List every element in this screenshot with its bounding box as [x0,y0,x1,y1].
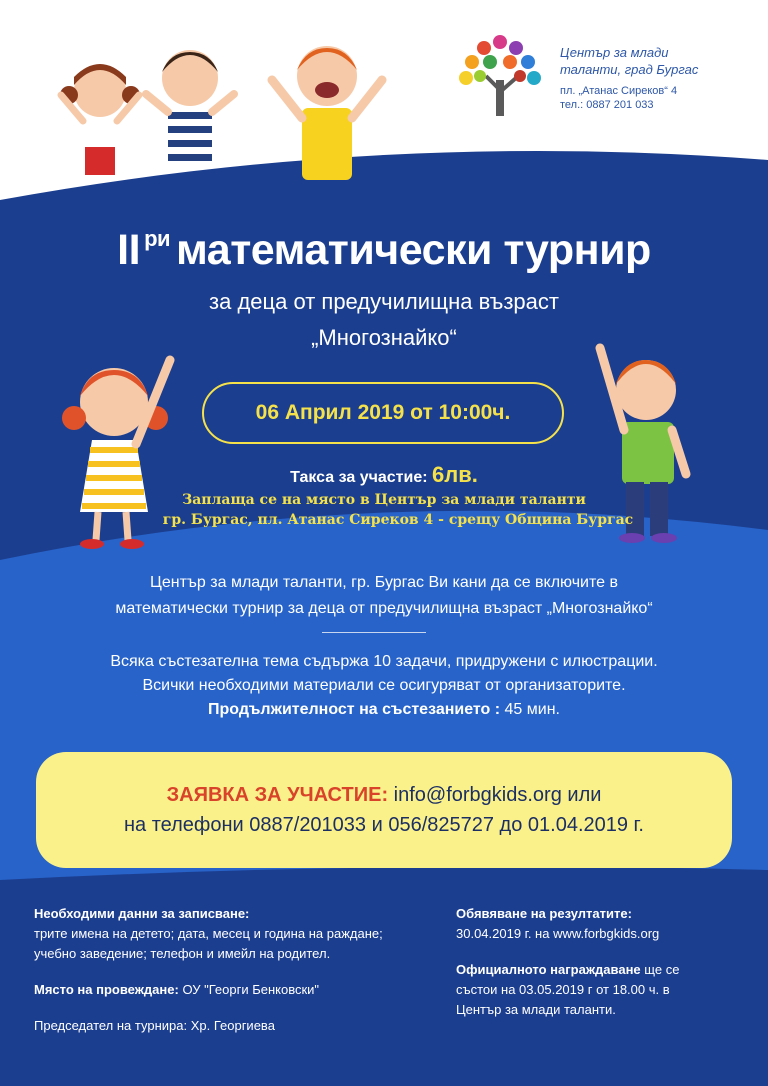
tournament-name: „Многознайко“ [311,325,457,350]
award-rest: ще се [644,962,680,977]
application-box [36,752,732,868]
title-numeral: II [117,226,141,274]
payment-note-line2: гр. Бургас, пл. Атанас Сиреков 4 - срещу Община Бургас [162,512,634,528]
invitation-text [0,570,768,622]
chair-line: Председател на турнира: Хр. Георгиева [34,1018,275,1033]
rules-text [0,650,768,722]
award-line2: състои на 03.05.2019 г от 18.00 ч. в [456,982,670,997]
required-data-line2: учебно заведение; телефон и имейл на родител. [34,946,331,961]
fee-label: Такса за участие: [290,469,428,486]
results-info [456,904,746,1020]
title-main: математически турнир [176,226,651,274]
boy-yellow-illustration [262,30,392,180]
fee-value: 6лв. [432,462,478,487]
hand-tree-logo [450,30,550,120]
organization-address: пл. „Атанас Сиреков“ 4 [560,85,678,97]
date-pill [202,382,564,444]
rules-line1: Всяка състезателна тема съдържа 10 задачи, придружени с илюстрации. [110,653,658,670]
organization-phone: тел.: 0887 201 033 [560,99,654,111]
divider [322,632,426,633]
duration-label: Продължителност на състезанието : [207,701,501,718]
award-label: Официалното награждаване [456,962,641,977]
required-data-line1: трите имена на детето; дата, месец и година на раждане; [34,926,383,941]
payment-note-line1: Заплаща се на място в Център за млади таланти [182,492,586,508]
results-title: Обявяване на резултатите: [456,906,632,921]
girl-illustration [55,55,145,175]
application-phones: на телефони 0887/201033 и 056/825727 до 01.04.2019 г. [124,814,644,836]
rules-line2: Всички необходими материали се осигуряват от организаторите. [142,677,626,694]
venue-value: ОУ "Георги Бенковски" [182,982,320,997]
registration-info [34,904,444,1036]
invitation-line1: Център за млади таланти, гр. Бургас Ви кани да се включите в [150,574,618,591]
venue-line [34,980,444,1000]
application-label: ЗАЯВКА ЗА УЧАСТИЕ: [166,784,389,806]
boy-striped-illustration [140,38,240,178]
page-title [0,226,768,275]
event-date: 06 Април 2019 от 10:00ч. [255,401,511,424]
award-line1 [456,960,746,980]
organization-name: Център за млади таланти, град Бургас [560,45,699,77]
venue-label: Място на провеждане: [34,982,179,997]
fee-line [0,462,768,488]
results-text: 30.04.2019 г. на www.forbgkids.org [456,926,660,941]
award-line3: Център за млади таланти. [456,1002,616,1017]
application-email[interactable]: info@forbgkids.org или [393,784,602,806]
page-subtitle: за деца от предучилищна възраст [209,289,559,314]
organization-contact [560,44,760,112]
required-data-title: Необходими данни за записване: [34,906,250,921]
duration-line [0,698,768,722]
invitation-line2: математически турнир за деца от предучилищна възраст „Многознайко“ [115,600,653,617]
title-ordinal-suffix: ри [144,226,171,251]
application-line1 [167,780,602,810]
duration-value: 45 мин. [504,701,560,718]
